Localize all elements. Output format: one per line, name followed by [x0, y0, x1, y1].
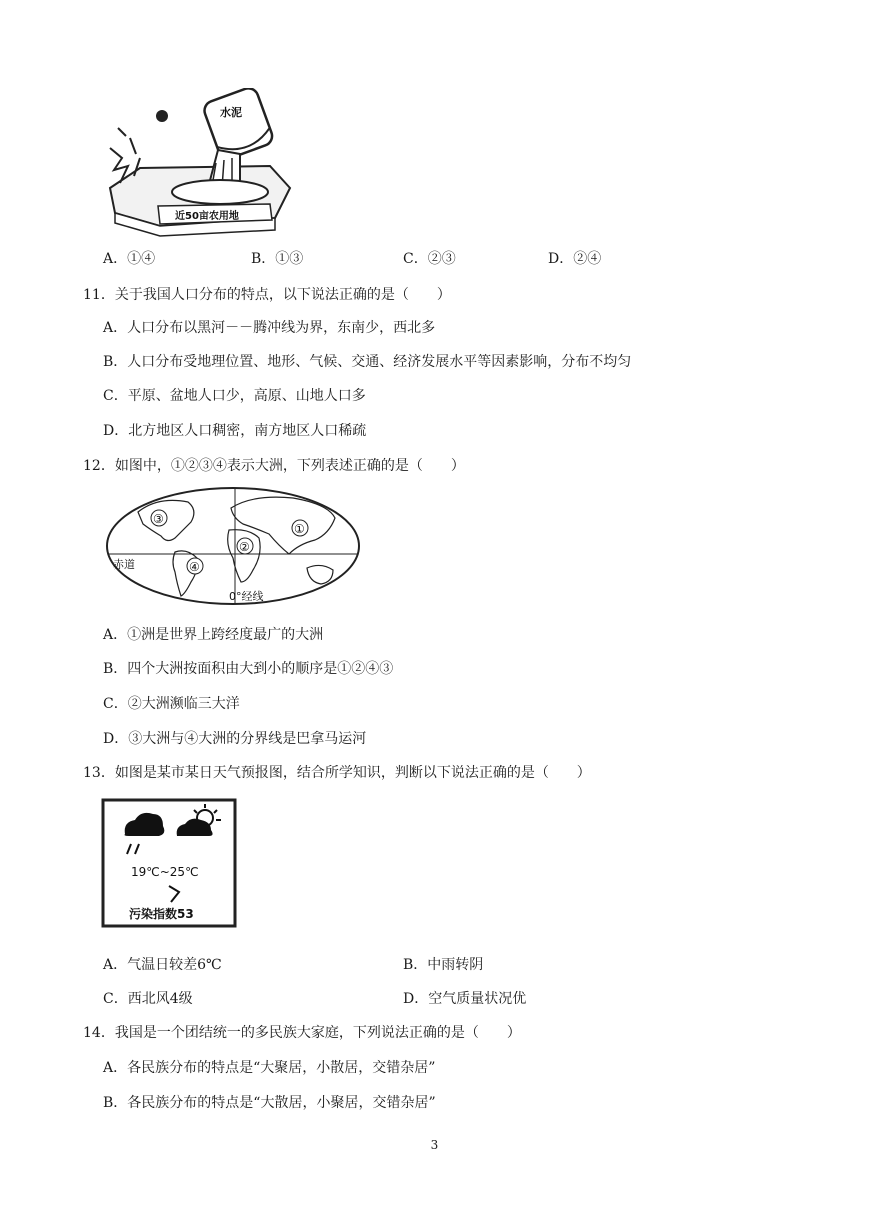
q11-stem: 11．关于我国人口分布的特点，以下说法正确的是（ ） — [83, 287, 451, 303]
q13-option-c[interactable]: C．西北风4级 — [103, 991, 193, 1007]
equator-label: 赤道 — [113, 558, 135, 571]
q10-option-b[interactable]: B．①③ — [251, 251, 304, 267]
q10-option-a[interactable]: A．①④ — [103, 251, 156, 267]
cement-farmland-figure — [100, 88, 300, 238]
world-map-figure — [103, 484, 363, 614]
q10-option-d[interactable]: D．②④ — [548, 251, 602, 267]
cement-bag-label: 水泥 — [220, 106, 242, 119]
weather-forecast-figure — [101, 798, 237, 928]
pollution-index: 污染指数53 — [129, 907, 194, 921]
q13-option-a[interactable]: A．气温日较差6℃ — [103, 957, 222, 973]
q12-option-d[interactable]: D．③大洲与④大洲的分界线是巴拿马运河 — [103, 731, 367, 747]
q14-option-b[interactable]: B．各民族分布的特点是“大散居，小聚居，交错杂居” — [103, 1095, 436, 1111]
page-number: 3 — [430, 1138, 439, 1152]
q11-option-b[interactable]: B．人口分布受地理位置、地形、气候、交通、经济发展水平等因素影响，分布不均匀 — [103, 354, 632, 370]
marker-3: ③ — [153, 512, 164, 526]
q12-option-c[interactable]: C．②大洲濒临三大洋 — [103, 696, 240, 712]
q11-option-c[interactable]: C．平原、盆地人口少，高原、山地人口多 — [103, 388, 366, 404]
q12-option-a[interactable]: A．①洲是世界上跨经度最广的大洲 — [103, 627, 324, 643]
marker-2: ② — [239, 540, 250, 554]
q13-option-d[interactable]: D．空气质量状况优 — [403, 991, 527, 1007]
prime-meridian-label: 0°经线 — [229, 590, 264, 603]
q14-option-a[interactable]: A．各民族分布的特点是“大聚居，小散居，交错杂居” — [103, 1060, 436, 1076]
q13-option-b[interactable]: B．中雨转阴 — [403, 957, 484, 973]
q12-stem: 12．如图中，①②③④表示大洲，下列表述正确的是（ ） — [83, 458, 465, 474]
farmland-label: 近50亩农用地 — [175, 211, 239, 222]
marker-4: ④ — [189, 560, 200, 574]
q11-option-a[interactable]: A．人口分布以黑河－－腾冲线为界，东南少，西北多 — [103, 320, 436, 336]
q11-option-d[interactable]: D．北方地区人口稠密，南方地区人口稀疏 — [103, 423, 367, 439]
q13-stem: 13．如图是某市某日天气预报图，结合所学知识，判断以下说法正确的是（ ） — [83, 765, 591, 781]
q14-stem: 14．我国是一个团结统一的多民族大家庭，下列说法正确的是（ ） — [83, 1025, 521, 1041]
q12-option-b[interactable]: B．四个大洲按面积由大到小的顺序是①②④③ — [103, 661, 394, 677]
q10-option-c[interactable]: C．②③ — [403, 251, 456, 267]
temperature-range: 19℃~25℃ — [131, 865, 199, 879]
marker-1: ① — [294, 522, 305, 536]
